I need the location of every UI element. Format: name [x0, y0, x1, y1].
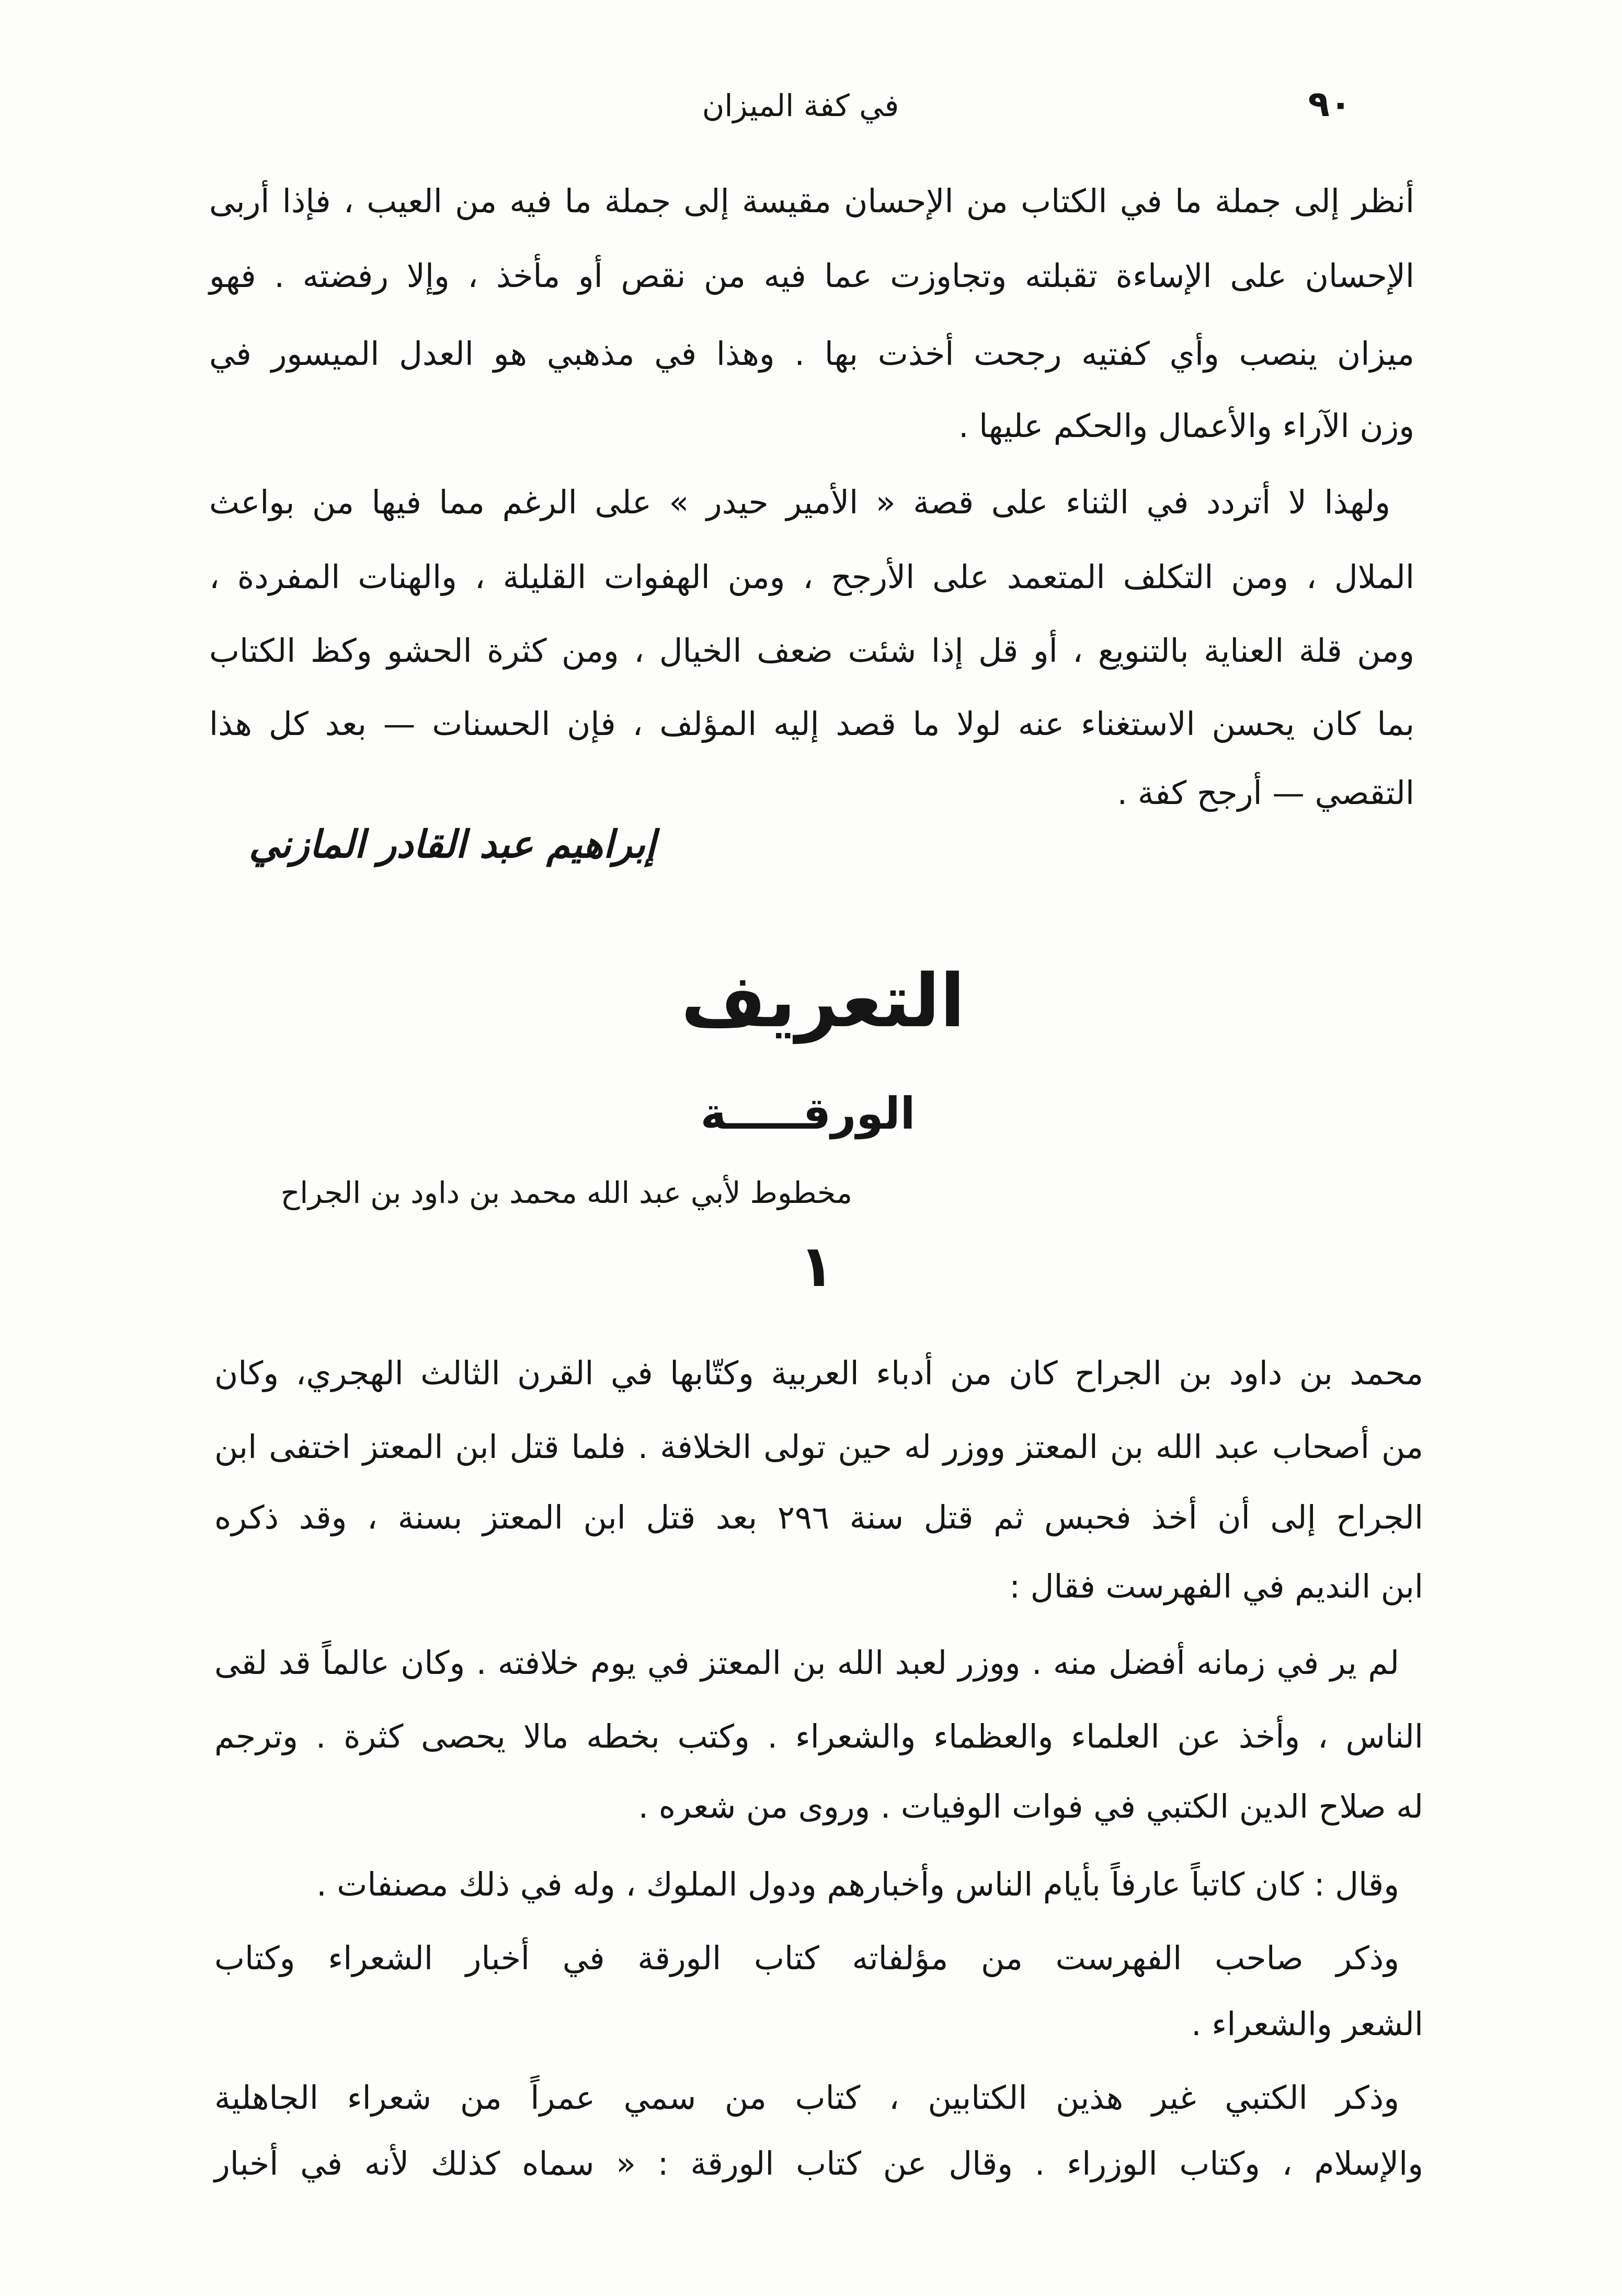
page-number: ٩٠: [1308, 84, 1352, 125]
article-line: وذكر الكتبي غير هذين الكتابين ، كتاب من سمي عمراً من شعراء الجاهلية: [214, 2079, 1399, 2117]
part-number: ١: [799, 1233, 835, 1300]
article-line: ابن النديم في الفهرست فقال :: [1009, 1568, 1423, 1605]
review-line: الملال ، ومن التكلف المتعمد على الأرجح ، ومن الهفوات القليلة ، والهنات المفردة ،: [209, 558, 1414, 596]
author-signature: إبراهيم عبد القادر المازني: [248, 823, 656, 867]
article-line: وذكر صاحب الفهرست من مؤلفاته كتاب الورقة في أخبار الشعراء وكتاب: [214, 1939, 1399, 1977]
review-line: وزن الآراء والأعمال والحكم عليها .: [958, 407, 1414, 445]
article-line: الشعر والشعراء .: [1191, 2005, 1423, 2043]
review-line: ولهذا لا أتردد في الثناء على قصة « الأمير حيدر » على الرغم مما فيها من بواعث: [209, 484, 1390, 521]
article-line: الناس ، وأخذ عن العلماء والعظماء والشعراء . وكتب بخطه مالا يحصى كثرة . وترجم: [214, 1718, 1423, 1755]
article-line: محمد بن داود بن الجراح كان من أدباء العربية وكتّابها في القرن الثالث الهجري، وكان: [214, 1354, 1423, 1392]
review-line: التقصي — أرجح كفة .: [1117, 774, 1414, 812]
article-line: الجراح إلى أن أخذ فحبس ثم قتل سنة ٢٩٦ بعد قتل ابن المعتز بسنة ، وقد ذكره: [214, 1499, 1423, 1536]
section-title: التعريف: [681, 959, 965, 1044]
review-line: الإحسان على الإساءة تقبلته وتجاوزت عما فيه من نقص أو مأخذ ، وإلا رفضته . فهو: [209, 257, 1414, 295]
review-line: أنظر إلى جملة ما في الكتاب من الإحسان مقيسة إلى جملة ما فيه من العيب ، فإذا أربى: [209, 182, 1414, 220]
review-line: ميزان ينصب وأي كفتيه رجحت أخذت بها . وهذا في مذهبي هو العدل الميسور في: [209, 335, 1414, 373]
article-line: لم ير في زمانه أفضل منه . ووزر لعبد الله بن المعتز في يوم خلافته . وكان عالماً قد لقى: [214, 1644, 1399, 1682]
review-line: ومن قلة العناية بالتنويع ، أو قل إذا شئت ضعف الخيال ، ومن كثرة الحشو وكظ الكتاب: [209, 632, 1414, 670]
article-title: الورقـــــة: [700, 1088, 916, 1139]
article-line: من أصحاب عبد الله بن المعتز ووزر له حين تولى الخلافة . فلما قتل ابن المعتز اختفى ابن: [214, 1428, 1423, 1466]
article-line: والإسلام ، وكتاب الوزراء . وقال عن كتاب الورقة : « سماه كذلك لأنه في أخبار: [214, 2145, 1423, 2183]
article-line: له صلاح الدين الكتبي في فوات الوفيات . وروى من شعره .: [638, 1788, 1423, 1826]
running-header-title: في كفة الميزان: [702, 88, 899, 123]
review-line: بما كان يحسن الاستغناء عنه لولا ما قصد إليه المؤلف ، فإن الحسنات — بعد كل هذا: [209, 705, 1414, 743]
article-line: وقال : كان كاتباً عارفاً بأيام الناس وأخبارهم ودول الملوك ، وله في ذلك مصنفات .: [316, 1866, 1399, 1903]
article-subtitle: مخطوط لأبي عبد الله محمد بن داود بن الجراح: [280, 1176, 852, 1210]
